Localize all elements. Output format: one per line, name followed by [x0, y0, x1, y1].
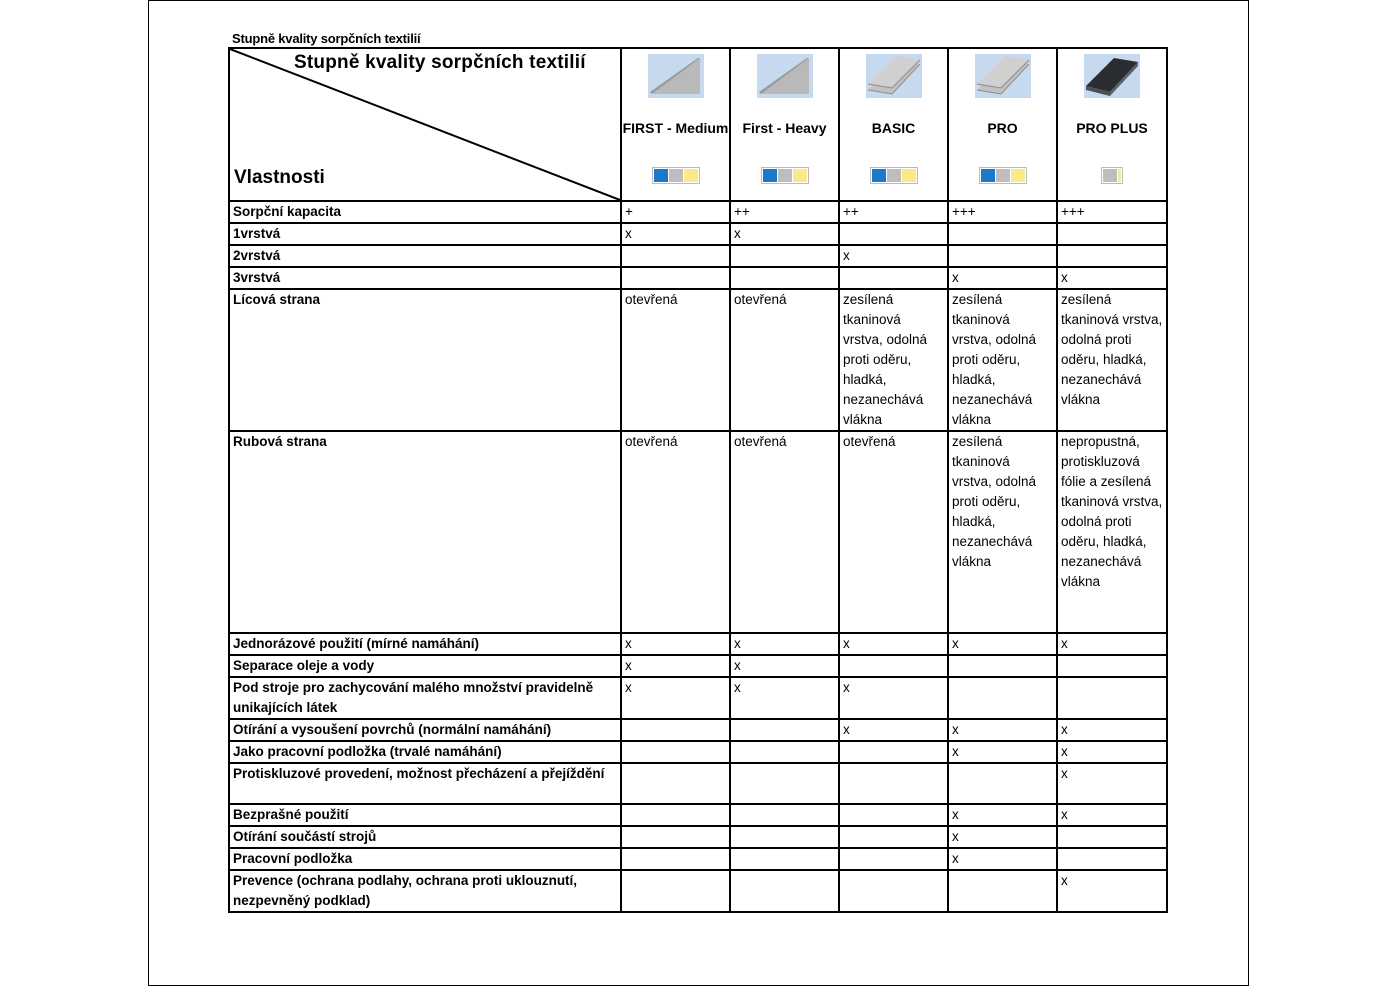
table-cell — [730, 245, 839, 267]
product-header-5 — [1057, 48, 1167, 201]
table-cell: x — [839, 719, 948, 741]
property-label: Lícová strana — [229, 289, 621, 431]
table-cell: x — [621, 223, 730, 245]
table-cell — [621, 245, 730, 267]
table-cell — [730, 741, 839, 763]
table-row — [229, 826, 1167, 848]
table-row — [229, 289, 1167, 431]
product-header-1 — [621, 48, 730, 201]
swatch-gray — [669, 169, 683, 182]
table-row — [229, 223, 1167, 245]
table-cell: ++ — [730, 201, 839, 223]
table-cell: x — [839, 245, 948, 267]
felt-layered-icon — [952, 54, 1053, 98]
table-cell — [1057, 677, 1167, 719]
felt-light-icon — [734, 54, 835, 98]
table-row — [229, 848, 1167, 870]
table-cell — [621, 267, 730, 289]
table-cell: x — [1057, 870, 1167, 912]
header-row — [229, 48, 1167, 201]
table-cell — [1057, 223, 1167, 245]
table-cell: otevřená — [621, 431, 730, 633]
property-label: Pracovní podložka — [229, 848, 621, 870]
table-cell — [730, 826, 839, 848]
property-label: Protiskluzové provedení, možnost přecházení a přejíždění — [229, 763, 621, 804]
table-cell: nepropustná, protiskluzová fólie a zesílená tkaninová vrstva, odolná proti oděru, hladká, nezanechává vlákna — [1057, 431, 1167, 633]
table-cell: zesílená tkaninová vrstva, odolná proti oděru, hladká, nezanechává vlákna — [948, 289, 1057, 431]
table-cell — [621, 870, 730, 912]
swatch-blue — [763, 169, 777, 182]
table-cell — [948, 223, 1057, 245]
property-label: 3vrstvá — [229, 267, 621, 289]
table-cell — [730, 870, 839, 912]
table-cell: ++ — [839, 201, 948, 223]
product-name: First - Heavy — [742, 120, 827, 136]
property-label: Jednorázové použití (mírné namáhání) — [229, 633, 621, 655]
table-cell — [839, 763, 948, 804]
table-row — [229, 804, 1167, 826]
swatch-yellow — [1011, 169, 1025, 182]
table-cell: x — [1057, 633, 1167, 655]
table-cell: otevřená — [839, 431, 948, 633]
felt-light-icon — [625, 54, 726, 98]
table-cell: x — [621, 655, 730, 677]
table-cell — [839, 267, 948, 289]
table-row — [229, 201, 1167, 223]
table-cell — [621, 826, 730, 848]
table-row — [229, 719, 1167, 741]
table-cell: x — [839, 633, 948, 655]
table-cell: +++ — [1057, 201, 1167, 223]
table-cell — [839, 655, 948, 677]
table-row — [229, 677, 1167, 719]
product-header-4 — [948, 48, 1057, 201]
table-row — [229, 431, 1167, 633]
product-name: FIRST - Medium — [622, 120, 729, 136]
table-cell — [1057, 848, 1167, 870]
table-cell: x — [730, 677, 839, 719]
property-label: Otírání součástí strojů — [229, 826, 621, 848]
swatch-blue — [872, 169, 886, 182]
property-label: Otírání a vysoušení povrchů (normální namáhání) — [229, 719, 621, 741]
property-label: 2vrstvá — [229, 245, 621, 267]
property-label: Separace oleje a vody — [229, 655, 621, 677]
table-cell: x — [948, 633, 1057, 655]
table-cell — [948, 870, 1057, 912]
swatch-gray — [887, 169, 901, 182]
table-row — [229, 870, 1167, 912]
table-cell: x — [948, 826, 1057, 848]
color-legend — [949, 167, 1056, 184]
table-cell — [948, 245, 1057, 267]
table-cell: otevřená — [730, 431, 839, 633]
swatch-yellow — [793, 169, 807, 182]
table-cell — [1057, 826, 1167, 848]
table-cell: zesílená tkaninová vrstva, odolná proti oděru, hladká, nezanechává vlákna — [1057, 289, 1167, 431]
header-title: Stupně kvality sorpčních textilií — [294, 52, 586, 73]
table-row — [229, 267, 1167, 289]
felt-layered-icon — [843, 54, 944, 98]
table-cell — [621, 719, 730, 741]
color-legend — [840, 167, 947, 184]
property-label: Pod stroje pro zachycování malého množství pravidelně unikajících látek — [229, 677, 621, 719]
table-cell: x — [948, 267, 1057, 289]
table-row — [229, 655, 1167, 677]
table-row — [229, 741, 1167, 763]
property-label: 1vrstvá — [229, 223, 621, 245]
property-label: Rubová strana — [229, 431, 621, 633]
property-label: Prevence (ochrana podlahy, ochrana proti uklouznutí, nezpevněný podklad) — [229, 870, 621, 912]
header-subtitle: Vlastnosti — [234, 167, 325, 188]
table-cell — [839, 826, 948, 848]
table-cell: +++ — [948, 201, 1057, 223]
table-cell — [730, 804, 839, 826]
table-cell: x — [621, 633, 730, 655]
table-cell: x — [839, 677, 948, 719]
swatch-yellow — [902, 169, 916, 182]
table-cell: x — [730, 655, 839, 677]
table-cell — [839, 870, 948, 912]
table-cell: x — [1057, 741, 1167, 763]
felt-dark-icon — [1061, 54, 1163, 98]
table-caption: Stupně kvality sorpčních textilií — [232, 31, 421, 46]
table-cell: otevřená — [730, 289, 839, 431]
property-label: Bezprašné použití — [229, 804, 621, 826]
swatch-gray — [996, 169, 1010, 182]
product-header-3 — [839, 48, 948, 201]
color-legend — [1058, 167, 1166, 184]
swatch-yellow — [1118, 169, 1121, 182]
table-cell — [948, 655, 1057, 677]
table-cell: x — [1057, 267, 1167, 289]
table-cell — [839, 741, 948, 763]
table-cell: zesílená tkaninová vrstva, odolná proti oděru, hladká, nezanechává vlákna — [839, 289, 948, 431]
table-cell: x — [948, 719, 1057, 741]
table-cell — [1057, 655, 1167, 677]
swatch-gray — [1103, 169, 1117, 182]
table-cell — [730, 848, 839, 870]
table-cell — [621, 741, 730, 763]
table-cell: x — [948, 804, 1057, 826]
product-name: PRO PLUS — [1076, 120, 1148, 136]
color-legend — [731, 167, 838, 184]
table-row — [229, 245, 1167, 267]
product-name: PRO — [987, 120, 1018, 136]
table-cell: otevřená — [621, 289, 730, 431]
color-legend — [622, 167, 729, 184]
table-cell: x — [1057, 804, 1167, 826]
table-cell — [730, 763, 839, 804]
swatch-yellow — [684, 169, 698, 182]
table-cell — [948, 763, 1057, 804]
table-cell — [839, 804, 948, 826]
table-cell — [948, 677, 1057, 719]
table-cell: x — [948, 848, 1057, 870]
property-label: Sorpční kapacita — [229, 201, 621, 223]
swatch-gray — [778, 169, 792, 182]
product-header-2 — [730, 48, 839, 201]
table-cell — [621, 804, 730, 826]
table-cell — [1057, 245, 1167, 267]
table-cell: x — [948, 741, 1057, 763]
table-cell: + — [621, 201, 730, 223]
product-name: BASIC — [871, 120, 916, 136]
table-cell: x — [621, 677, 730, 719]
table-cell: x — [1057, 719, 1167, 741]
table-row — [229, 763, 1167, 804]
table-row — [229, 633, 1167, 655]
table-cell — [730, 267, 839, 289]
table-cell: x — [730, 223, 839, 245]
table-cell — [839, 848, 948, 870]
diagonal-header-cell — [229, 48, 621, 201]
table-cell — [621, 848, 730, 870]
table-cell — [621, 763, 730, 804]
table-cell — [839, 223, 948, 245]
table-cell: x — [1057, 763, 1167, 804]
swatch-blue — [981, 169, 995, 182]
swatch-blue — [654, 169, 668, 182]
table-cell: zesílená tkaninová vrstva, odolná proti oděru, hladká, nezanechává vlákna — [948, 431, 1057, 633]
quality-table — [228, 47, 1168, 913]
property-label: Jako pracovní podložka (trvalé namáhání) — [229, 741, 621, 763]
table-cell — [730, 719, 839, 741]
table-cell: x — [730, 633, 839, 655]
